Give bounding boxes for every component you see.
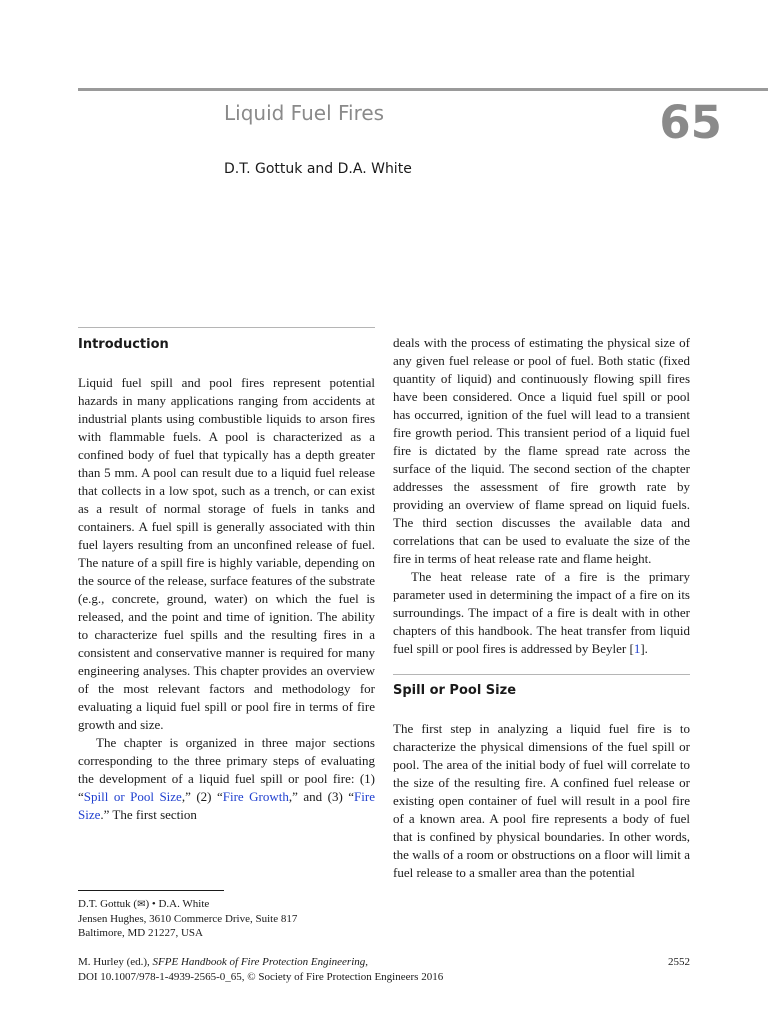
- introduction-paragraph-2-continued: deals with the process of estimating the physical size of any given fuel release or pool of fuel. Both static (fixed quantity of liquid) and continuously flowing spill fires have been considered. Once a liquid fuel spill or pool has occurred, ignition of the fuel will lead to a transient fire growth period. This transient period of a liquid fuel fire is dictated by the flame spread rate across the surface of the liquid. The second section of the chapter addresses the assessment of fire growth rate by providing an overview of flame spread on liquid fuels. The third section discusses the available data and correlations that can be used to evaluate the size of the fire in terms of heat release rate and flame height.: [393, 335, 690, 566]
- footnote-address-line-1: Jensen Hughes, 3610 Commerce Drive, Suite 817: [78, 913, 298, 925]
- page-footer: [78, 955, 690, 985]
- book-title: SFPE Handbook of Fire Protection Engineering: [152, 956, 366, 968]
- chapter-authors: D.T. Gottuk and D.A. White: [224, 161, 412, 177]
- footer-doi-line: DOI 10.1007/978-1-4939-2565-0_65, © Society of Fire Protection Engineers 2016: [78, 971, 444, 983]
- introduction-heading: Introduction: [78, 337, 169, 352]
- footnote-address-line-2: Baltimore, MD 21227, USA: [78, 927, 203, 939]
- link-fire-size[interactable]: Fire Size: [78, 789, 375, 822]
- introduction-paragraph-1: Liquid fuel spill and pool fires represent potential hazards in many applications ranging from accidents at industrial plants using combustible liquids to arson fires with flammable fuels. A pool is characterized as a confined body of fuel that typically has a depth greater than 5 mm. A pool can result due to a liquid fuel release that collects in a low spot, such as a trench, or can exist as a result of normal storage of fuels in tanks and containers. A fuel spill is generally associated with thin fuel layers resulting from an unconfined release of fuel. The nature of a spill fire is highly variable, depending on the source of the release, surface features of the substrate (e.g., concrete, ground, water) on which the fuel is released, and the point and time of ignition. The ability to characterize fuel spills and the resulting fires in a consistent and conservative manner is required for many engineering analyses. This chapter provides an overview of the most relevant factors and methodology for evaluating a liquid fuel spill or pool fire in terms of fire growth and size.: [78, 375, 375, 732]
- chapter-number: 65: [659, 96, 722, 149]
- right-column: [393, 334, 690, 882]
- link-spill-or-pool-size[interactable]: Spill or Pool Size: [83, 789, 182, 804]
- footer-citation-line-1: M. Hurley (ed.), SFPE Handbook of Fire Protection Engineering,: [78, 956, 369, 968]
- author-footnote: [78, 890, 375, 940]
- envelope-icon[interactable]: ✉: [137, 899, 146, 910]
- footnote-rule: [78, 890, 224, 891]
- page-number: 2552: [668, 956, 690, 968]
- section-rule: [393, 674, 690, 675]
- link-fire-growth[interactable]: Fire Growth: [222, 789, 289, 804]
- left-column: [78, 327, 375, 824]
- introduction-paragraph-2: The chapter is organized in three major sections corresponding to the three primary steps of evaluating the development of a liquid fuel spill or pool fire: (1) “Spill or Pool Size,” (2) “Fire Growth,” and (3) “Fire Size.” The first section: [78, 735, 375, 822]
- chapter-title: Liquid Fuel Fires: [224, 101, 385, 125]
- section-rule: [78, 327, 375, 328]
- spill-or-pool-size-heading: Spill or Pool Size: [393, 683, 517, 698]
- introduction-paragraph-3: The heat release rate of a fire is the primary parameter used in determining the impact of a fire on its surroundings. The impact of a fire is dealt with in other chapters of this handbook. The heat transfer from liquid fuel spill or pool fires is addressed by Beyler [1].: [393, 569, 690, 656]
- reference-link-1[interactable]: 1: [633, 641, 641, 656]
- top-rule: [78, 88, 768, 91]
- spill-paragraph-1: The first step in analyzing a liquid fuel fire is to characterize the physical dimensions of the fuel spill or pool. The area of the initial body of fuel will correlate to the size of the resulting fire. A confined fuel release or existing open container of fuel will result in a pool fire of a known area. A pool fire represents a body of fuel that is confined by physical boundaries. In other words, the walls of a room or obstructions on a floor will limit a fuel release to a smaller area than the potential: [393, 721, 690, 880]
- footnote-authors: D.T. Gottuk (✉) • D.A. White: [78, 898, 210, 910]
